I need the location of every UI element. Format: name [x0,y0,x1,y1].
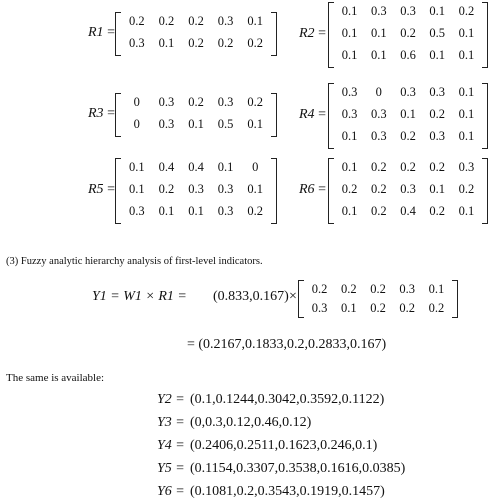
bracket-right [271,93,277,137]
matrix-label [88,182,115,198]
matrix-cell: 0.2 [429,160,445,174]
matrix-cell: 0.3 [128,36,145,50]
matrix-r4 [328,83,488,149]
equals-sign: = [103,182,115,197]
matrix-label-text: R6 [299,182,315,197]
matrix-r3 [115,93,277,137]
matrix-cell: 0.3 [217,95,234,109]
matrix-cell: 0.1 [247,182,263,196]
matrix-cell: 0.3 [311,301,328,315]
matrix-cell: 0.1 [370,48,387,62]
result-value: (0.2406,0.2511,0.1623,0.246,0.1) [190,438,378,453]
result-value: (0,0.3,0.12,0.46,0.12) [190,415,312,430]
matrix-cell: 0.2 [217,36,234,50]
matrix-cell: 0 [133,117,140,131]
matrix-cell: 0.1 [429,48,445,62]
matrix-cell: 0.3 [370,4,387,18]
bracket-left [115,93,121,137]
matrix-cell: 0.3 [370,107,387,121]
bracket-left [328,83,334,149]
matrix-cell: 0.2 [188,14,204,28]
equals-sign: = [314,26,326,41]
matrix-cell: 0.5 [217,117,234,131]
matrix-cell: 0.3 [341,85,358,99]
matrix-label-text: R3 [88,106,104,121]
matrix-cell: 0 [252,160,259,174]
result-lhs: Y2 = [157,392,185,407]
matrix-cell: 0.1 [247,117,263,131]
matrix-cell: 0.1 [458,26,475,40]
matrix-cell: 0.1 [429,4,445,18]
y1-matrix [298,280,458,318]
matrix-cell: 0.2 [370,282,386,296]
matrix-cell: 0.2 [429,204,445,218]
matrix-cell: 0.2 [428,301,445,315]
matrix-cell: 0.4 [158,160,175,174]
matrix-cell: 0.1 [247,14,263,28]
result-lhs: Y6 = [157,484,185,499]
matrix-cell: 0.4 [400,204,416,218]
matrix-cell: 0.1 [341,160,358,174]
matrix-cell: 0.3 [429,85,445,99]
section-heading: (3) Fuzzy analytic hierarchy analysis of first-level indicators. [6,256,263,267]
matrix-cell: 0.2 [400,160,416,174]
y1-times: × [289,289,297,304]
matrix-cell: 0.1 [217,160,234,174]
matrix-cell: 0.3 [158,117,175,131]
matrix-cell: 0.1 [458,129,475,143]
bracket-left [298,280,304,318]
matrix-cell: 0.3 [217,14,234,28]
bracket-left [115,158,121,224]
matrix-cell: 0.1 [158,36,175,50]
result-value: (0.1,0.1244,0.3042,0.3592,0.1122) [190,392,385,407]
matrix-cell: 0.3 [370,129,387,143]
matrix-label-text: R5 [88,182,104,197]
bracket-left [328,2,334,68]
matrix-label-text: R2 [299,26,315,41]
matrix-cell: 0.1 [340,301,357,315]
result-lhs: Y5 = [157,461,185,476]
matrix-cell: 0.2 [158,14,175,28]
matrix-cell: 0.2 [400,26,416,40]
matrix-cell: 0.3 [458,160,475,174]
bracket-right [482,2,488,68]
bracket-right [271,158,277,224]
matrix-cell: 0.3 [400,85,416,99]
matrix-cell: 0.3 [128,204,145,218]
matrix-cell: 0.1 [341,129,358,143]
matrix-cell: 0.1 [370,26,387,40]
matrix-cell: 0.1 [188,204,204,218]
y1-result: = (0.2167,0.1833,0.2,0.2833,0.167) [187,337,387,352]
matrix-cell: 0.2 [247,36,263,50]
matrix-cell: 0.2 [158,182,175,196]
matrix-r1 [115,12,277,56]
matrix-cell: 0.3 [400,4,416,18]
matrix-cell: 0.2 [247,95,263,109]
result-lhs: Y3 = [157,415,185,430]
matrix-cell: 0.1 [400,107,416,121]
matrix-cell: 0.1 [458,85,475,99]
matrix-cell: 0.2 [458,4,475,18]
bracket-left [328,158,334,224]
matrix-cell: 0.2 [188,36,204,50]
matrix-cell: 0.2 [188,95,204,109]
matrix-cell: 0.3 [399,282,415,296]
matrix-label-text: R1 [88,25,104,40]
matrix-label [88,106,115,122]
matrix-cell: 0.3 [217,204,234,218]
matrix-cell: 0.4 [188,160,204,174]
matrix-cell: 0.3 [188,182,204,196]
matrix-cell: 0.2 [370,301,386,315]
matrix-cell: 0.1 [429,182,445,196]
equals-sign: = [103,106,115,121]
matrix-cell: 0.1 [128,160,145,174]
matrix-cell: 0.1 [341,4,358,18]
matrix-cell: 0.1 [341,48,358,62]
bracket-left [115,12,121,56]
matrix-r6 [328,158,488,224]
matrix-cell: 0.2 [128,14,145,28]
same-text: The same is available: [6,372,105,384]
matrix-cell: 0.1 [158,204,175,218]
matrix-cell: 0.1 [188,117,204,131]
matrix-r2 [328,2,488,68]
matrix-cell: 0.1 [458,204,475,218]
matrix-cell: 0.1 [458,107,475,121]
matrix-cell: 0.2 [370,160,387,174]
matrix-cell: 0.5 [429,26,445,40]
result-lhs: Y4 = [157,438,185,453]
matrix-cell: 0.1 [458,48,475,62]
matrix-cell: 0 [133,95,140,109]
matrix-cell: 0.1 [341,204,358,218]
matrix-cell: 0.2 [247,204,263,218]
matrix-cell: 0.3 [429,129,445,143]
matrix-cell: 0.2 [311,282,328,296]
matrix-cell: 0.2 [370,182,387,196]
matrix-label-text: R4 [299,107,315,122]
matrix-label [88,25,115,41]
matrix-cell: 0.2 [458,182,475,196]
matrix-cell: 0.1 [428,282,445,296]
bracket-right [271,12,277,56]
matrix-cell: 0.2 [429,107,445,121]
matrix-r5 [115,158,277,224]
y1-lhs: Y1 = W1 × R1 = [92,289,187,304]
bracket-right [452,280,458,318]
matrix-label [299,182,326,198]
equals-sign: = [314,107,326,122]
matrix-cell: 0.3 [400,182,416,196]
matrix-cell: 0.3 [217,182,234,196]
matrix-cell: 0.3 [158,95,175,109]
bracket-right [482,158,488,224]
matrix-cell: 0.2 [400,129,416,143]
matrix-cell: 0.2 [340,282,357,296]
y1-weights: (0.833,0.167) [213,289,289,304]
matrix-label [299,26,326,42]
equals-sign: = [314,182,326,197]
matrix-cell: 0.2 [370,204,387,218]
matrix-cell: 0.2 [399,301,415,315]
result-value: (0.1154,0.3307,0.3538,0.1616,0.0385) [190,461,406,476]
matrix-cell: 0 [375,85,382,99]
matrix-cell: 0.6 [400,48,416,62]
matrix-cell: 0.1 [341,26,358,40]
bracket-right [482,83,488,149]
result-value: (0.1081,0.2,0.3543,0.1919,0.1457) [190,484,385,499]
matrix-label [299,107,326,123]
matrix-cell: 0.3 [341,107,358,121]
equals-sign: = [103,25,115,40]
matrix-cell: 0.2 [341,182,358,196]
matrix-cell: 0.1 [128,182,145,196]
